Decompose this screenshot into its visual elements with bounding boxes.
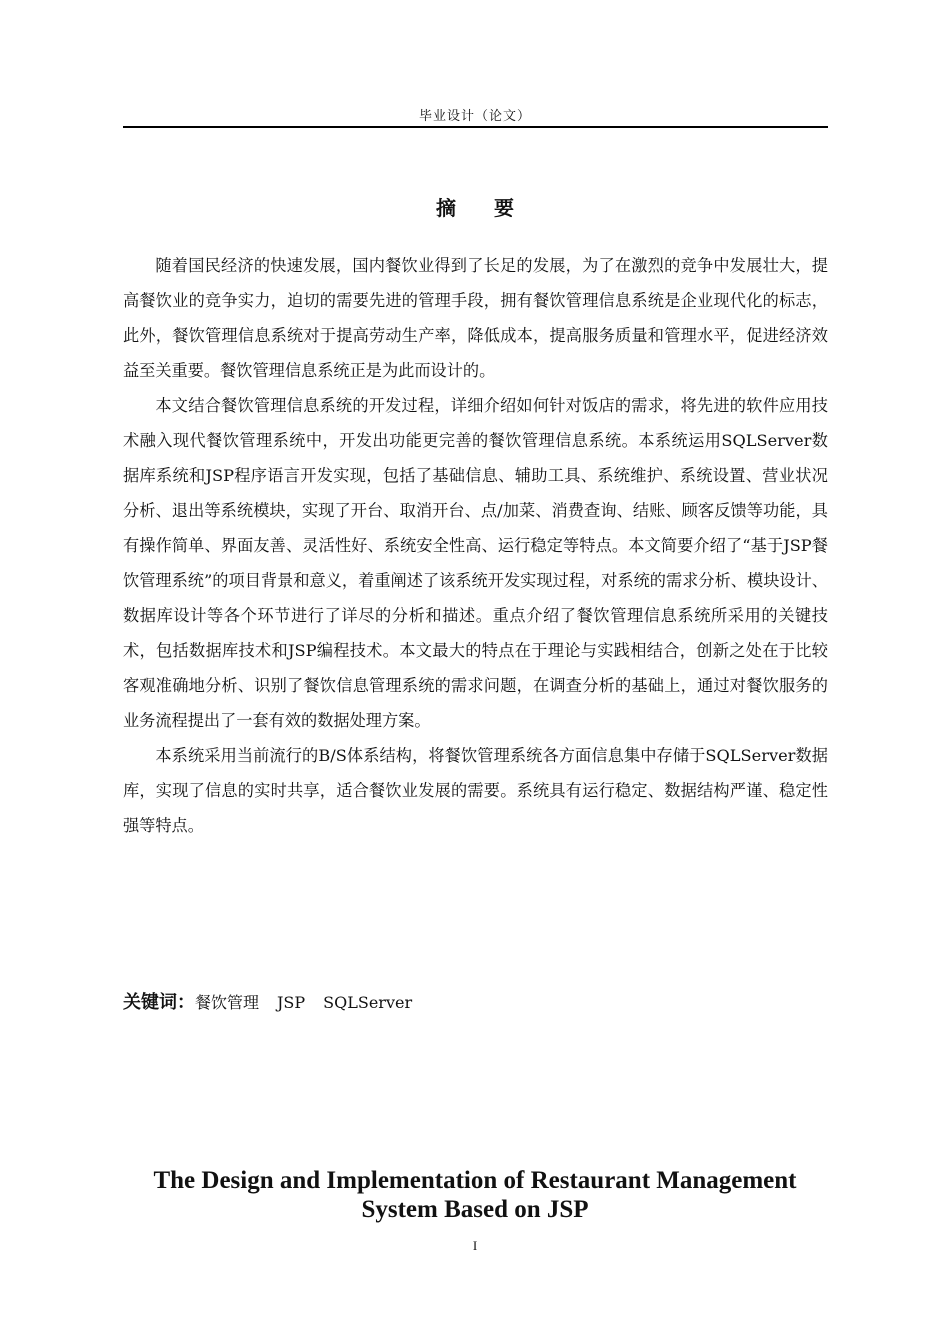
abstract-body <box>123 248 828 843</box>
keywords-line <box>123 986 430 1020</box>
page-header-title: 毕业设计（论文） <box>418 109 531 124</box>
header-rule <box>123 126 828 128</box>
english-title <box>110 1166 840 1224</box>
keyword-item: 餐饮管理 <box>195 993 260 1012</box>
english-title-line-1: The Design and Implementation of Restaurant Management <box>153 1167 797 1194</box>
abstract-title: 摘要 <box>436 196 552 220</box>
english-title-line-2: System Based on JSP <box>361 1196 589 1223</box>
keyword-item: JSP <box>277 993 306 1012</box>
keyword-item: SQLServer <box>323 993 413 1012</box>
abstract-paragraph-1: 随着国民经济的快速发展，国内餐饮业得到了长足的发展，为了在激烈的竞争中发展壮大，提高餐饮业的竞争实力，迫切的需要先进的管理手段，拥有餐饮管理信息系统是企业现代化的标志，此外，餐饮管理信息系统对于提高劳动生产率，降低成本，提高服务质量和管理水平，促进经济效益至关重要。餐饮管理信息系统正是为此而设计的。 <box>123 256 828 380</box>
keywords-label: 关键词： <box>123 992 195 1013</box>
page-number: I <box>472 1238 478 1253</box>
abstract-paragraph-2: 本文结合餐饮管理信息系统的开发过程，详细介绍如何针对饭店的需求，将先进的软件应用技术融入现代餐饮管理系统中，开发出功能更完善的餐饮管理信息系统。本系统运用SQLServer数据库系统和JSP程序语言开发实现，包括了基础信息、辅助工具、系统维护、系统设置、营业状况分析、退出等系统模块，实现了开台、取消开台、点/加菜、消费查询、结账、顾客反馈等功能，具有操作简单、界面友善、灵活性好、系统安全性高、运行稳定等特点。本文简要介绍了“基于JSP餐饮管理系统”的项目背景和意义，着重阐述了该系统开发实现过程，对系统的需求分析、模块设计、数据库设计等各个环节进行了详尽的分析和描述。重点介绍了餐饮管理信息系统所采用的关键技术，包括数据库技术和JSP编程技术。本文最大的特点在于理论与实践相结合，创新之处在于比较客观准确地分析、识别了餐饮信息管理系统的需求问题，在调查分析的基础上，通过对餐饮服务的业务流程提出了一套有效的数据处理方案。 <box>123 396 828 730</box>
abstract-paragraph-3: 本系统采用当前流行的B/S体系结构，将餐饮管理系统各方面信息集中存储于SQLServer数据库，实现了信息的实时共享，适合餐饮业发展的需要。系统具有运行稳定、数据结构严谨、稳定性强等特点。 <box>123 746 828 835</box>
